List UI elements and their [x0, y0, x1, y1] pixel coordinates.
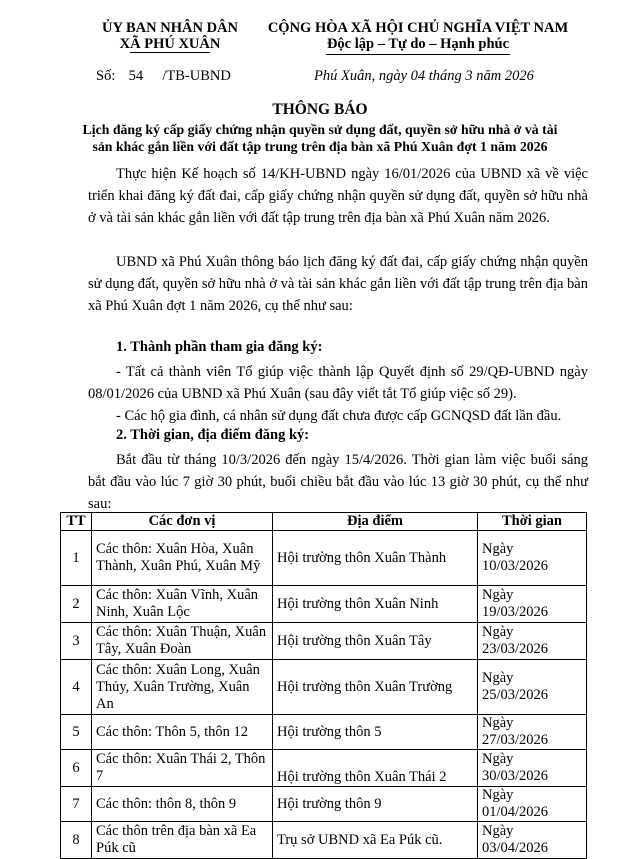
date-place: Phú Xuân, ngày	[314, 68, 408, 84]
row-time: Ngày 30/03/2026	[478, 750, 587, 787]
date-day: 04	[410, 68, 426, 84]
row-time: Ngày 10/03/2026	[478, 531, 587, 586]
org-underline	[130, 52, 210, 53]
doc-number-label: Số:	[96, 68, 116, 84]
nation-line-2: Độc lập – Tự do – Hạnh phúc	[326, 36, 510, 52]
table-row	[61, 531, 587, 586]
row-units: Các thôn trên địa bàn xã Ea Púk cũ	[92, 822, 273, 859]
table-row	[61, 715, 587, 750]
row-number: 2	[61, 586, 92, 623]
row-location: Hội trường thôn Xuân Ninh	[273, 586, 478, 623]
table-row	[61, 750, 587, 787]
row-number: 4	[61, 660, 92, 715]
row-time: Ngày 03/04/2026	[478, 822, 587, 859]
header-time: Thời gian	[478, 513, 587, 531]
paragraph-time: Bắt đầu từ tháng 10/3/2026 đến ngày 15/4/2026. Thời gian làm việc buổi sáng bắt đầu vào lúc 7 giờ 30 phút, buổi chiều bắt đầu vào lúc 13 giờ 30 phút, cụ thể như sau:	[88, 452, 588, 512]
paragraph-plan: Thực hiện Kế hoạch số 14/KH-UBND ngày 16/01/2026 của UBND xã về việc triển khai đăng ký đất đai, cấp giấy chứng nhận quyền sử dụng đất, quyền sở hữu nhà ở và tài sản khác gắn liền với đất tập trung trên địa bàn xã Phú Xuân năm 2026.	[88, 166, 588, 226]
table-row	[61, 787, 587, 822]
header-location: Địa điểm	[273, 513, 478, 531]
row-location: Trụ sở UBND xã Ea Púk cũ.	[273, 822, 478, 859]
row-number: 3	[61, 623, 92, 660]
table-row	[61, 822, 587, 859]
paragraph-members: - Tất cả thành viên Tổ giúp việc thành lập Quyết định số 29/QĐ-UBND ngày 08/01/2026 của UBND xã Phú Xuân (sau đây viết tắt Tổ giúp việc số 29).	[88, 364, 588, 402]
row-time: Ngày 25/03/2026	[478, 660, 587, 715]
paragraph-households: - Các hộ gia đình, cá nhân sử dụng đất chưa được cấp GCNQSD đất lần đầu.	[116, 408, 562, 424]
section-heading-schedule: 2. Thời gian, địa điểm đăng ký:	[116, 427, 310, 443]
schedule-table	[60, 512, 587, 859]
row-number: 1	[61, 531, 92, 586]
doc-number-value: 54	[128, 68, 144, 84]
row-location: Hội trường thôn Xuân Trường	[273, 660, 478, 715]
row-units: Các thôn: thôn 8, thôn 9	[92, 787, 273, 822]
row-number: 7	[61, 787, 92, 822]
row-units: Các thôn: Thôn 5, thôn 12	[92, 715, 273, 750]
table-header-row	[61, 513, 587, 531]
row-units: Các thôn: Xuân Thái 2, Thôn 7	[92, 750, 273, 787]
paragraph-announce: UBND xã Phú Xuân thông báo lịch đăng ký đất đai, cấp giấy chứng nhận quyền sử dụng đất, quyền sở hữu nhà ở và tài sản khác gắn liền với đất tập trung trên địa bàn xã Phú Xuân đợt 1 năm 2026, cụ thể như sau:	[88, 254, 588, 314]
section-heading-participants: 1. Thành phần tham gia đăng ký:	[116, 339, 323, 355]
row-location: Hội trường thôn Xuân Thái 2	[273, 750, 478, 787]
org-line-1: ỦY BAN NHÂN DÂN	[101, 20, 238, 36]
row-units: Các thôn: Xuân Vĩnh, Xuân Ninh, Xuân Lộc	[92, 586, 273, 623]
doc-code: /TB-UBND	[162, 68, 231, 84]
doc-title: THÔNG BÁO	[272, 101, 368, 118]
row-number: 8	[61, 822, 92, 859]
row-time: Ngày 23/03/2026	[478, 623, 587, 660]
header-units: Các đơn vị	[92, 513, 273, 531]
subtitle-line-2: sản khác gắn liền với đất tập trung trên địa bàn xã Phú Xuân đợt 1 năm 2026	[92, 139, 548, 154]
table-row	[61, 623, 587, 660]
row-location: Hội trường thôn 5	[273, 715, 478, 750]
row-time: Ngày 27/03/2026	[478, 715, 587, 750]
row-units: Các thôn: Xuân Long, Xuân Thủy, Xuân Trường, Xuân An	[92, 660, 273, 715]
table-row	[61, 586, 587, 623]
header-tt: TT	[61, 513, 92, 531]
row-time: Ngày 19/03/2026	[478, 586, 587, 623]
national-motto	[262, 20, 574, 52]
row-number: 5	[61, 715, 92, 750]
row-units: Các thôn: Xuân Hòa, Xuân Thành, Xuân Phú, Xuân Mỹ	[92, 531, 273, 586]
row-number: 6	[61, 750, 92, 787]
table-row	[61, 660, 587, 715]
row-location: Hội trường thôn 9	[273, 787, 478, 822]
nation-line-1: CỘNG HÒA XÃ HỘI CHỦ NGHĨA VIỆT NAM	[267, 20, 569, 36]
subtitle-line-1: Lịch đăng ký cấp giấy chứng nhận quyền sử dụng đất, quyền sở hữu nhà ở và tài	[82, 122, 558, 137]
org-line-2: XÃ PHÚ XUÂN	[119, 36, 221, 52]
doc-subtitle	[40, 121, 600, 155]
doc-number	[96, 68, 231, 85]
org-name	[80, 20, 260, 52]
doc-date	[314, 68, 534, 85]
row-location: Hội trường thôn Xuân Tây	[273, 623, 478, 660]
row-time: Ngày 01/04/2026	[478, 787, 587, 822]
row-units: Các thôn: Xuân Thuận, Xuân Tây, Xuân Đoàn	[92, 623, 273, 660]
row-location: Hội trường thôn Xuân Thành	[273, 531, 478, 586]
date-rest: tháng 3 năm 2026	[428, 68, 534, 84]
motto-underline	[326, 54, 510, 55]
